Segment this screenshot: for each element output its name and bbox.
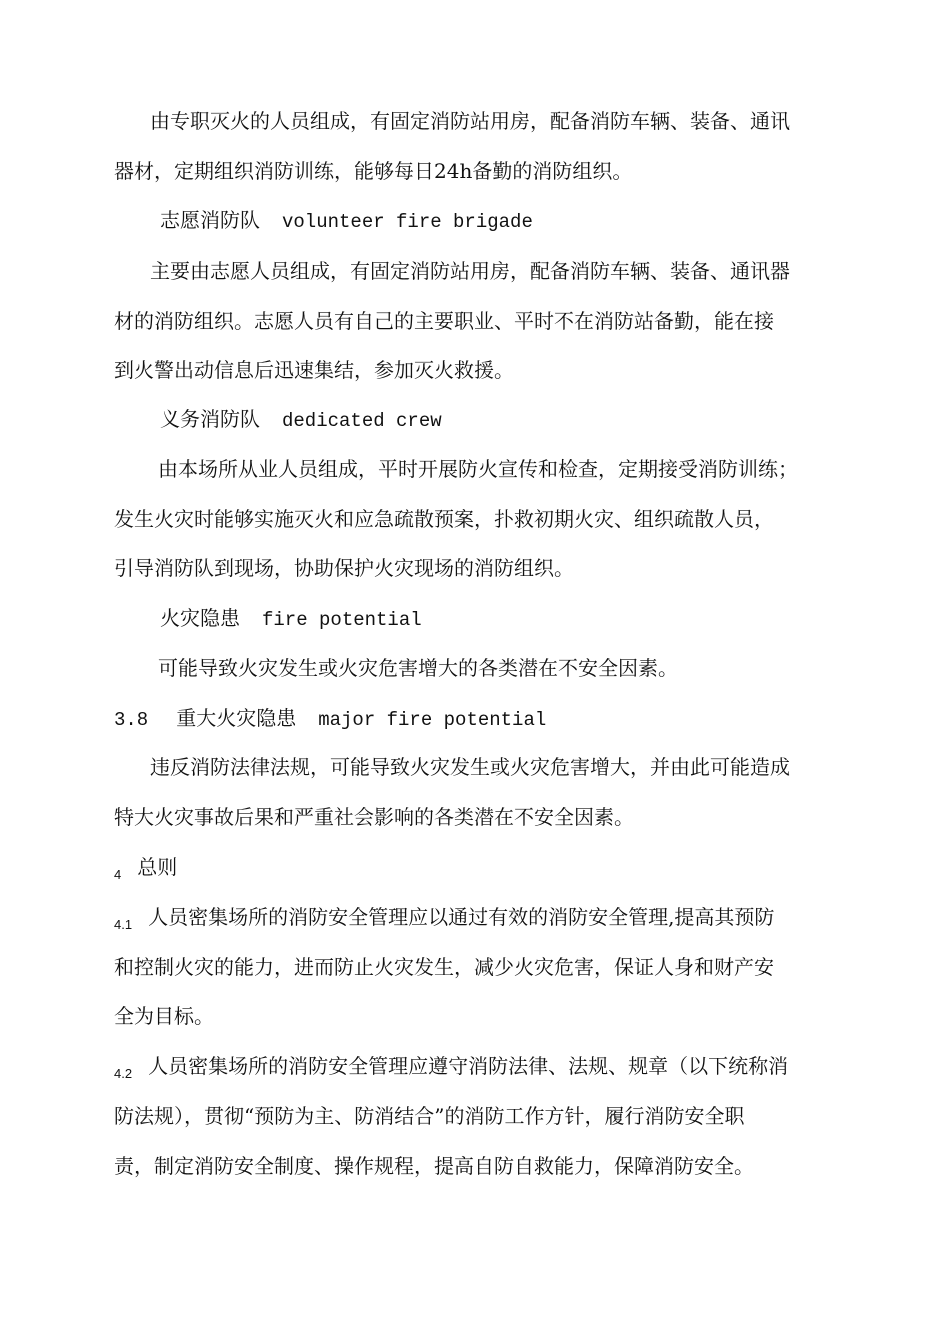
term-english: dedicated crew	[282, 410, 442, 432]
paragraph-line	[114, 506, 774, 532]
text: 材的消防组织。志愿人员有自己的主要职业、平时不在消防站备勤，能在接	[114, 309, 774, 333]
paragraph-line	[114, 804, 634, 830]
term-chinese: 义务消防队	[160, 407, 260, 431]
paragraph-line	[114, 1103, 744, 1129]
term-chinese: 志愿消防队	[160, 208, 260, 232]
paragraph-line	[150, 754, 790, 780]
paragraph-line	[114, 357, 514, 383]
paragraph-line	[114, 308, 774, 334]
section-number: 4.1	[114, 917, 133, 932]
text: 引导消防队到现场，协助保护火灾现场的消防组织。	[114, 556, 574, 580]
section-number: 4	[114, 867, 122, 882]
text: 全为目标。	[114, 1004, 214, 1028]
paragraph-line	[114, 158, 632, 184]
text: 发生火灾时能够实施灭火和应急疏散预案，扑救初期火灾、组织疏散人员，	[114, 507, 774, 531]
text: 主要由志愿人员组成，有固定消防站用房，配备消防车辆、装备、通讯器	[150, 259, 790, 283]
paragraph-line	[158, 456, 798, 482]
term-english: volunteer fire brigade	[282, 211, 533, 233]
text: 可能导致火灾发生或火灾危害增大的各类潜在不安全因素。	[158, 656, 678, 680]
section-number: 3.8	[114, 709, 149, 731]
section-heading	[114, 854, 177, 883]
text: 防法规），贯彻“预防为主、防消结合”的消防工作方针，履行消防安全职	[114, 1104, 745, 1128]
text: 由专职灭火的人员组成，有固定消防站用房，配备消防车辆、装备、通讯	[150, 109, 790, 133]
section-title: 总则	[137, 855, 178, 879]
paragraph-line	[114, 904, 774, 933]
term-chinese: 火灾隐患	[160, 606, 240, 630]
section-heading	[114, 705, 546, 733]
section-title-english: major fire potential	[318, 709, 547, 731]
term-heading	[160, 406, 442, 434]
paragraph-line	[150, 258, 790, 284]
paragraph-line	[114, 555, 574, 581]
text: 人员密集场所的消防安全管理应遵守消防法律、法规、规章（以下统称消	[148, 1054, 789, 1078]
text: 到火警出动信息后迅速集结，参加灭火救援。	[114, 358, 514, 382]
term-heading	[160, 207, 533, 235]
text: 违反消防法律法规，可能导致火灾发生或火灾危害增大，并由此可能造成	[150, 755, 790, 779]
text: 人员密集场所的消防安全管理应以通过有效的消防安全管理,提高其预防	[148, 905, 775, 929]
text: 和控制火灾的能力，进而防止火灾发生，减少火灾危害，保证人身和财产安	[114, 955, 774, 979]
section-number: 4.2	[114, 1066, 133, 1081]
text: 特大火灾事故后果和严重社会影响的各类潜在不安全因素。	[114, 805, 634, 829]
text: 器材，定期组织消防训练，能够每日24h备勤的消防组织。	[114, 159, 633, 183]
paragraph-line	[114, 954, 774, 980]
section-title-chinese: 重大火灾隐患	[176, 706, 297, 730]
paragraph-line	[114, 1053, 788, 1082]
paragraph-line	[158, 655, 678, 681]
term-heading	[160, 605, 422, 633]
paragraph-line	[114, 1003, 214, 1029]
term-english: fire potential	[262, 609, 422, 631]
paragraph-line	[150, 108, 866, 134]
paragraph-line	[114, 1153, 754, 1179]
text: 责，制定消防安全制度、操作规程，提高自防自救能力，保障消防安全。	[114, 1154, 754, 1178]
text: 由本场所从业人员组成，平时开展防火宣传和检查，定期接受消防训练；	[158, 457, 798, 481]
